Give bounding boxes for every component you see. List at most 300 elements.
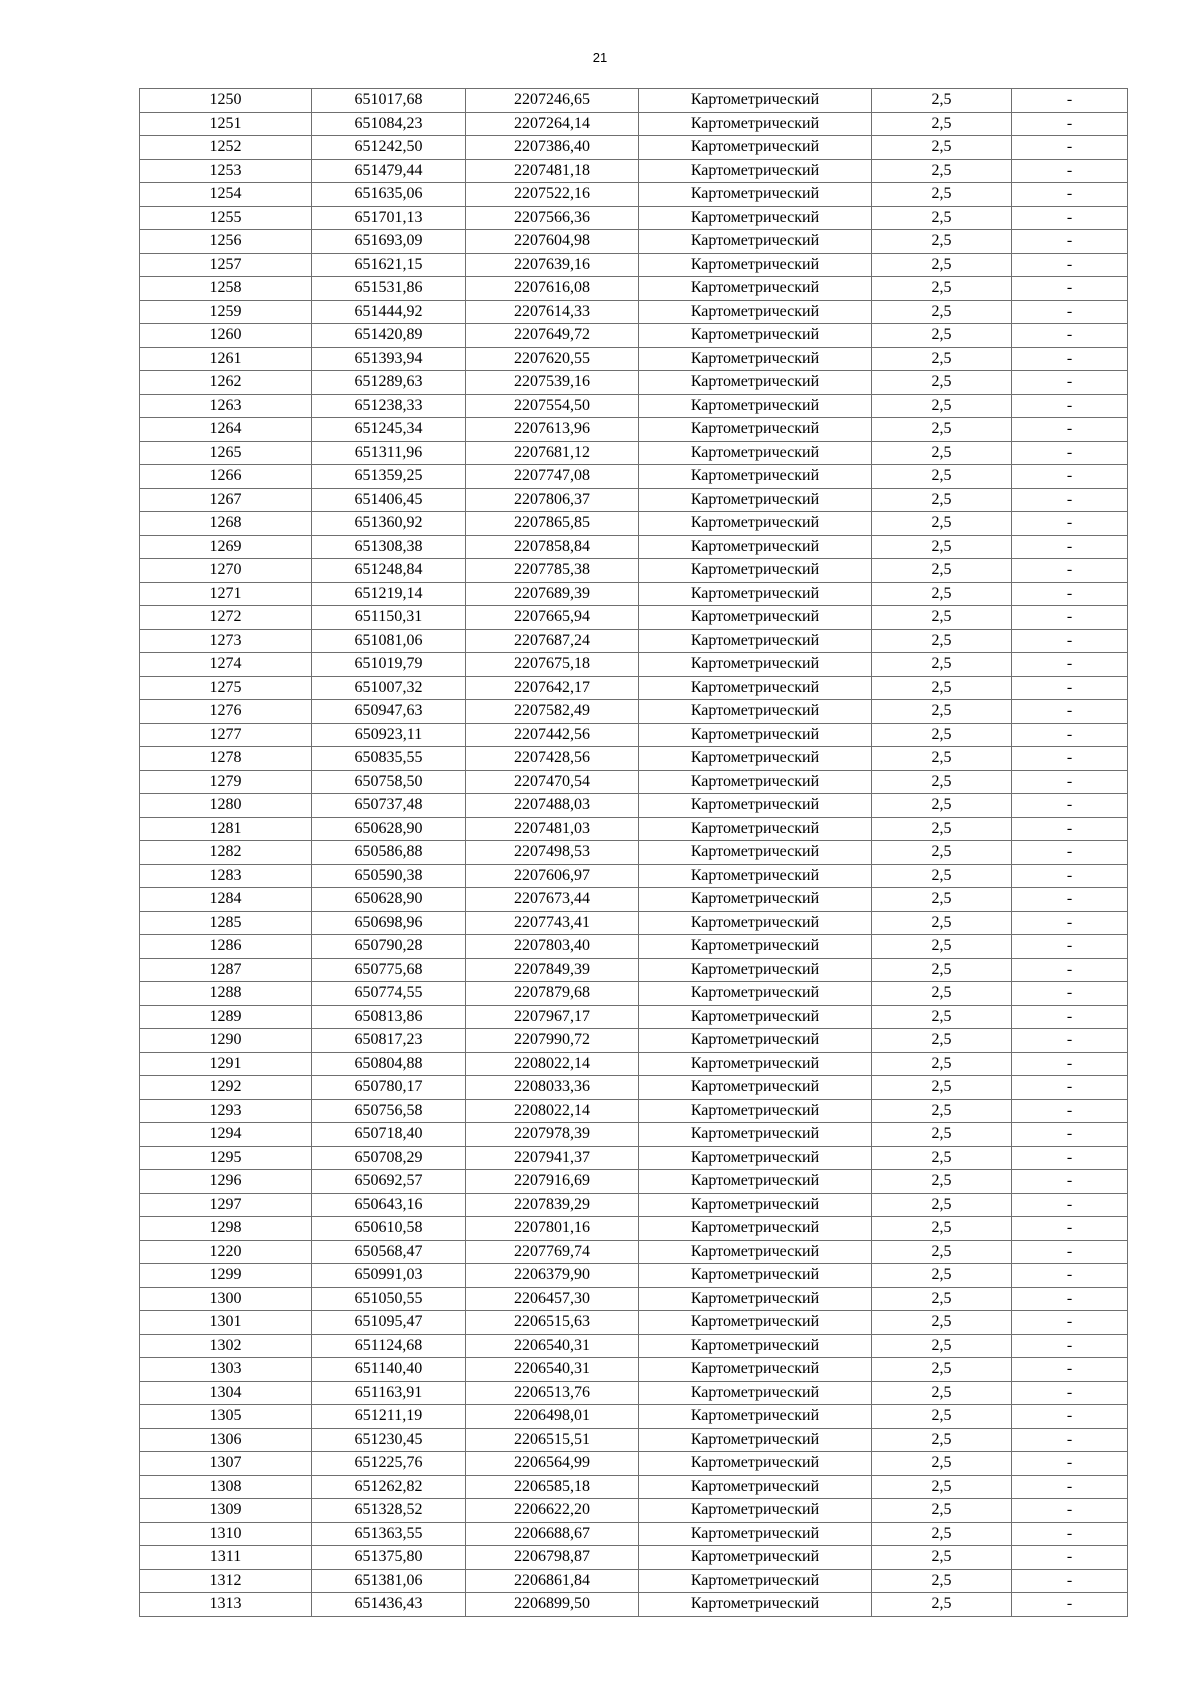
point-number-cell: 1297 bbox=[140, 1193, 312, 1217]
table-row bbox=[140, 1099, 1128, 1123]
table-row bbox=[140, 112, 1128, 136]
method-cell: Картометрический bbox=[639, 747, 872, 771]
point-number-cell: 1269 bbox=[140, 535, 312, 559]
accuracy-cell: 2,5 bbox=[872, 935, 1012, 959]
method-cell: Картометрический bbox=[639, 112, 872, 136]
point-number-cell: 1300 bbox=[140, 1287, 312, 1311]
note-cell: - bbox=[1012, 394, 1128, 418]
y-coordinate-cell: 2207614,33 bbox=[466, 300, 639, 324]
method-cell: Картометрический bbox=[639, 1405, 872, 1429]
method-cell: Картометрический bbox=[639, 1381, 872, 1405]
method-cell: Картометрический bbox=[639, 253, 872, 277]
method-cell: Картометрический bbox=[639, 888, 872, 912]
accuracy-cell: 2,5 bbox=[872, 230, 1012, 254]
y-coordinate-cell: 2206585,18 bbox=[466, 1475, 639, 1499]
note-cell: - bbox=[1012, 206, 1128, 230]
table-row bbox=[140, 1499, 1128, 1523]
table-row bbox=[140, 582, 1128, 606]
x-coordinate-cell: 650610,58 bbox=[312, 1217, 466, 1241]
y-coordinate-cell: 2207522,16 bbox=[466, 183, 639, 207]
x-coordinate-cell: 651693,09 bbox=[312, 230, 466, 254]
table-row bbox=[140, 300, 1128, 324]
table-row bbox=[140, 1569, 1128, 1593]
x-coordinate-cell: 650790,28 bbox=[312, 935, 466, 959]
note-cell: - bbox=[1012, 770, 1128, 794]
accuracy-cell: 2,5 bbox=[872, 841, 1012, 865]
method-cell: Картометрический bbox=[639, 1170, 872, 1194]
point-number-cell: 1287 bbox=[140, 958, 312, 982]
method-cell: Картометрический bbox=[639, 1593, 872, 1617]
method-cell: Картометрический bbox=[639, 1428, 872, 1452]
method-cell: Картометрический bbox=[639, 935, 872, 959]
note-cell: - bbox=[1012, 935, 1128, 959]
accuracy-cell: 2,5 bbox=[872, 535, 1012, 559]
x-coordinate-cell: 650737,48 bbox=[312, 794, 466, 818]
x-coordinate-cell: 650698,96 bbox=[312, 911, 466, 935]
x-coordinate-cell: 650923,11 bbox=[312, 723, 466, 747]
note-cell: - bbox=[1012, 958, 1128, 982]
x-coordinate-cell: 651436,43 bbox=[312, 1593, 466, 1617]
accuracy-cell: 2,5 bbox=[872, 136, 1012, 160]
table-row bbox=[140, 1428, 1128, 1452]
point-number-cell: 1266 bbox=[140, 465, 312, 489]
accuracy-cell: 2,5 bbox=[872, 958, 1012, 982]
note-cell: - bbox=[1012, 159, 1128, 183]
table-row bbox=[140, 700, 1128, 724]
table-row bbox=[140, 935, 1128, 959]
point-number-cell: 1290 bbox=[140, 1029, 312, 1053]
y-coordinate-cell: 2206798,87 bbox=[466, 1546, 639, 1570]
table-row bbox=[140, 418, 1128, 442]
x-coordinate-cell: 651406,45 bbox=[312, 488, 466, 512]
note-cell: - bbox=[1012, 723, 1128, 747]
accuracy-cell: 2,5 bbox=[872, 441, 1012, 465]
x-coordinate-cell: 651363,55 bbox=[312, 1522, 466, 1546]
method-cell: Картометрический bbox=[639, 1264, 872, 1288]
note-cell: - bbox=[1012, 1593, 1128, 1617]
table-row bbox=[140, 958, 1128, 982]
point-number-cell: 1311 bbox=[140, 1546, 312, 1570]
note-cell: - bbox=[1012, 1029, 1128, 1053]
point-number-cell: 1308 bbox=[140, 1475, 312, 1499]
table-row bbox=[140, 89, 1128, 113]
note-cell: - bbox=[1012, 1546, 1128, 1570]
note-cell: - bbox=[1012, 1217, 1128, 1241]
point-number-cell: 1256 bbox=[140, 230, 312, 254]
point-number-cell: 1261 bbox=[140, 347, 312, 371]
table-row bbox=[140, 488, 1128, 512]
x-coordinate-cell: 651262,82 bbox=[312, 1475, 466, 1499]
accuracy-cell: 2,5 bbox=[872, 1123, 1012, 1147]
point-number-cell: 1306 bbox=[140, 1428, 312, 1452]
point-number-cell: 1309 bbox=[140, 1499, 312, 1523]
accuracy-cell: 2,5 bbox=[872, 1005, 1012, 1029]
accuracy-cell: 2,5 bbox=[872, 1217, 1012, 1241]
y-coordinate-cell: 2206899,50 bbox=[466, 1593, 639, 1617]
x-coordinate-cell: 651420,89 bbox=[312, 324, 466, 348]
note-cell: - bbox=[1012, 1264, 1128, 1288]
point-number-cell: 1277 bbox=[140, 723, 312, 747]
table-row bbox=[140, 1146, 1128, 1170]
method-cell: Картометрический bbox=[639, 582, 872, 606]
accuracy-cell: 2,5 bbox=[872, 112, 1012, 136]
x-coordinate-cell: 651124,68 bbox=[312, 1334, 466, 1358]
y-coordinate-cell: 2207689,39 bbox=[466, 582, 639, 606]
y-coordinate-cell: 2207616,08 bbox=[466, 277, 639, 301]
table-row bbox=[140, 465, 1128, 489]
point-number-cell: 1250 bbox=[140, 89, 312, 113]
table-row bbox=[140, 1123, 1128, 1147]
accuracy-cell: 2,5 bbox=[872, 347, 1012, 371]
table-row bbox=[140, 676, 1128, 700]
method-cell: Картометрический bbox=[639, 512, 872, 536]
y-coordinate-cell: 2206498,01 bbox=[466, 1405, 639, 1429]
note-cell: - bbox=[1012, 1358, 1128, 1382]
table-row bbox=[140, 794, 1128, 818]
point-number-cell: 1278 bbox=[140, 747, 312, 771]
coordinates-table-body bbox=[140, 89, 1128, 1617]
note-cell: - bbox=[1012, 347, 1128, 371]
table-row bbox=[140, 747, 1128, 771]
accuracy-cell: 2,5 bbox=[872, 1428, 1012, 1452]
note-cell: - bbox=[1012, 653, 1128, 677]
accuracy-cell: 2,5 bbox=[872, 888, 1012, 912]
x-coordinate-cell: 651225,76 bbox=[312, 1452, 466, 1476]
x-coordinate-cell: 651150,31 bbox=[312, 606, 466, 630]
point-number-cell: 1302 bbox=[140, 1334, 312, 1358]
point-number-cell: 1294 bbox=[140, 1123, 312, 1147]
y-coordinate-cell: 2207642,17 bbox=[466, 676, 639, 700]
accuracy-cell: 2,5 bbox=[872, 1405, 1012, 1429]
note-cell: - bbox=[1012, 1452, 1128, 1476]
point-number-cell: 1304 bbox=[140, 1381, 312, 1405]
y-coordinate-cell: 2206564,99 bbox=[466, 1452, 639, 1476]
method-cell: Картометрический bbox=[639, 1358, 872, 1382]
y-coordinate-cell: 2207978,39 bbox=[466, 1123, 639, 1147]
table-row bbox=[140, 559, 1128, 583]
y-coordinate-cell: 2206861,84 bbox=[466, 1569, 639, 1593]
accuracy-cell: 2,5 bbox=[872, 559, 1012, 583]
table-row bbox=[140, 1264, 1128, 1288]
y-coordinate-cell: 2207803,40 bbox=[466, 935, 639, 959]
note-cell: - bbox=[1012, 982, 1128, 1006]
method-cell: Картометрический bbox=[639, 465, 872, 489]
x-coordinate-cell: 651081,06 bbox=[312, 629, 466, 653]
y-coordinate-cell: 2207990,72 bbox=[466, 1029, 639, 1053]
x-coordinate-cell: 651163,91 bbox=[312, 1381, 466, 1405]
x-coordinate-cell: 651289,63 bbox=[312, 371, 466, 395]
table-row bbox=[140, 512, 1128, 536]
point-number-cell: 1303 bbox=[140, 1358, 312, 1382]
x-coordinate-cell: 650628,90 bbox=[312, 817, 466, 841]
table-row bbox=[140, 1005, 1128, 1029]
point-number-cell: 1312 bbox=[140, 1569, 312, 1593]
note-cell: - bbox=[1012, 277, 1128, 301]
x-coordinate-cell: 651019,79 bbox=[312, 653, 466, 677]
x-coordinate-cell: 651359,25 bbox=[312, 465, 466, 489]
table-row bbox=[140, 606, 1128, 630]
y-coordinate-cell: 2206513,76 bbox=[466, 1381, 639, 1405]
point-number-cell: 1252 bbox=[140, 136, 312, 160]
x-coordinate-cell: 650804,88 bbox=[312, 1052, 466, 1076]
point-number-cell: 1298 bbox=[140, 1217, 312, 1241]
x-coordinate-cell: 650756,58 bbox=[312, 1099, 466, 1123]
x-coordinate-cell: 651219,14 bbox=[312, 582, 466, 606]
y-coordinate-cell: 2206515,51 bbox=[466, 1428, 639, 1452]
table-row bbox=[140, 206, 1128, 230]
method-cell: Картометрический bbox=[639, 559, 872, 583]
point-number-cell: 1220 bbox=[140, 1240, 312, 1264]
x-coordinate-cell: 651095,47 bbox=[312, 1311, 466, 1335]
y-coordinate-cell: 2207687,24 bbox=[466, 629, 639, 653]
method-cell: Картометрический bbox=[639, 1311, 872, 1335]
point-number-cell: 1295 bbox=[140, 1146, 312, 1170]
method-cell: Картометрический bbox=[639, 394, 872, 418]
table-row bbox=[140, 1452, 1128, 1476]
y-coordinate-cell: 2207865,85 bbox=[466, 512, 639, 536]
y-coordinate-cell: 2207613,96 bbox=[466, 418, 639, 442]
point-number-cell: 1257 bbox=[140, 253, 312, 277]
table-row bbox=[140, 1475, 1128, 1499]
accuracy-cell: 2,5 bbox=[872, 770, 1012, 794]
note-cell: - bbox=[1012, 465, 1128, 489]
accuracy-cell: 2,5 bbox=[872, 1593, 1012, 1617]
note-cell: - bbox=[1012, 371, 1128, 395]
method-cell: Картометрический bbox=[639, 183, 872, 207]
table-row bbox=[140, 159, 1128, 183]
accuracy-cell: 2,5 bbox=[872, 1146, 1012, 1170]
note-cell: - bbox=[1012, 230, 1128, 254]
x-coordinate-cell: 651245,34 bbox=[312, 418, 466, 442]
point-number-cell: 1283 bbox=[140, 864, 312, 888]
note-cell: - bbox=[1012, 183, 1128, 207]
x-coordinate-cell: 650568,47 bbox=[312, 1240, 466, 1264]
accuracy-cell: 2,5 bbox=[872, 1311, 1012, 1335]
accuracy-cell: 2,5 bbox=[872, 1546, 1012, 1570]
y-coordinate-cell: 2207566,36 bbox=[466, 206, 639, 230]
note-cell: - bbox=[1012, 1522, 1128, 1546]
y-coordinate-cell: 2207849,39 bbox=[466, 958, 639, 982]
y-coordinate-cell: 2207649,72 bbox=[466, 324, 639, 348]
point-number-cell: 1284 bbox=[140, 888, 312, 912]
point-number-cell: 1282 bbox=[140, 841, 312, 865]
method-cell: Картометрический bbox=[639, 159, 872, 183]
y-coordinate-cell: 2207681,12 bbox=[466, 441, 639, 465]
accuracy-cell: 2,5 bbox=[872, 1076, 1012, 1100]
x-coordinate-cell: 651479,44 bbox=[312, 159, 466, 183]
accuracy-cell: 2,5 bbox=[872, 817, 1012, 841]
table-row bbox=[140, 629, 1128, 653]
y-coordinate-cell: 2207785,38 bbox=[466, 559, 639, 583]
table-row bbox=[140, 1405, 1128, 1429]
table-row bbox=[140, 653, 1128, 677]
y-coordinate-cell: 2206688,67 bbox=[466, 1522, 639, 1546]
point-number-cell: 1265 bbox=[140, 441, 312, 465]
accuracy-cell: 2,5 bbox=[872, 1475, 1012, 1499]
method-cell: Картометрический bbox=[639, 1569, 872, 1593]
x-coordinate-cell: 650708,29 bbox=[312, 1146, 466, 1170]
y-coordinate-cell: 2206622,20 bbox=[466, 1499, 639, 1523]
note-cell: - bbox=[1012, 817, 1128, 841]
note-cell: - bbox=[1012, 112, 1128, 136]
y-coordinate-cell: 2206379,90 bbox=[466, 1264, 639, 1288]
method-cell: Картометрический bbox=[639, 206, 872, 230]
point-number-cell: 1264 bbox=[140, 418, 312, 442]
table-row bbox=[140, 230, 1128, 254]
y-coordinate-cell: 2207743,41 bbox=[466, 911, 639, 935]
table-row bbox=[140, 441, 1128, 465]
method-cell: Картометрический bbox=[639, 89, 872, 113]
table-row bbox=[140, 723, 1128, 747]
point-number-cell: 1310 bbox=[140, 1522, 312, 1546]
y-coordinate-cell: 2206515,63 bbox=[466, 1311, 639, 1335]
point-number-cell: 1251 bbox=[140, 112, 312, 136]
point-number-cell: 1255 bbox=[140, 206, 312, 230]
note-cell: - bbox=[1012, 747, 1128, 771]
y-coordinate-cell: 2207442,56 bbox=[466, 723, 639, 747]
x-coordinate-cell: 651242,50 bbox=[312, 136, 466, 160]
accuracy-cell: 2,5 bbox=[872, 1193, 1012, 1217]
point-number-cell: 1288 bbox=[140, 982, 312, 1006]
y-coordinate-cell: 2207582,49 bbox=[466, 700, 639, 724]
table-row bbox=[140, 770, 1128, 794]
x-coordinate-cell: 651238,33 bbox=[312, 394, 466, 418]
accuracy-cell: 2,5 bbox=[872, 794, 1012, 818]
x-coordinate-cell: 651311,96 bbox=[312, 441, 466, 465]
point-number-cell: 1296 bbox=[140, 1170, 312, 1194]
accuracy-cell: 2,5 bbox=[872, 371, 1012, 395]
x-coordinate-cell: 651393,94 bbox=[312, 347, 466, 371]
note-cell: - bbox=[1012, 676, 1128, 700]
table-row bbox=[140, 1358, 1128, 1382]
point-number-cell: 1258 bbox=[140, 277, 312, 301]
method-cell: Картометрический bbox=[639, 1146, 872, 1170]
x-coordinate-cell: 651360,92 bbox=[312, 512, 466, 536]
note-cell: - bbox=[1012, 300, 1128, 324]
x-coordinate-cell: 650835,55 bbox=[312, 747, 466, 771]
y-coordinate-cell: 2206540,31 bbox=[466, 1334, 639, 1358]
y-coordinate-cell: 2207606,97 bbox=[466, 864, 639, 888]
method-cell: Картометрический bbox=[639, 1217, 872, 1241]
y-coordinate-cell: 2207673,44 bbox=[466, 888, 639, 912]
method-cell: Картометрический bbox=[639, 347, 872, 371]
y-coordinate-cell: 2207498,53 bbox=[466, 841, 639, 865]
table-row bbox=[140, 253, 1128, 277]
accuracy-cell: 2,5 bbox=[872, 183, 1012, 207]
y-coordinate-cell: 2207747,08 bbox=[466, 465, 639, 489]
method-cell: Картометрический bbox=[639, 371, 872, 395]
note-cell: - bbox=[1012, 629, 1128, 653]
accuracy-cell: 2,5 bbox=[872, 512, 1012, 536]
table-row bbox=[140, 1170, 1128, 1194]
note-cell: - bbox=[1012, 441, 1128, 465]
accuracy-cell: 2,5 bbox=[872, 676, 1012, 700]
y-coordinate-cell: 2207604,98 bbox=[466, 230, 639, 254]
accuracy-cell: 2,5 bbox=[872, 465, 1012, 489]
note-cell: - bbox=[1012, 559, 1128, 583]
x-coordinate-cell: 650774,55 bbox=[312, 982, 466, 1006]
method-cell: Картометрический bbox=[639, 535, 872, 559]
note-cell: - bbox=[1012, 1240, 1128, 1264]
accuracy-cell: 2,5 bbox=[872, 418, 1012, 442]
table-row bbox=[140, 841, 1128, 865]
table-row bbox=[140, 371, 1128, 395]
note-cell: - bbox=[1012, 888, 1128, 912]
x-coordinate-cell: 651444,92 bbox=[312, 300, 466, 324]
table-row bbox=[140, 1240, 1128, 1264]
point-number-cell: 1259 bbox=[140, 300, 312, 324]
method-cell: Картометрический bbox=[639, 441, 872, 465]
note-cell: - bbox=[1012, 1193, 1128, 1217]
method-cell: Картометрический bbox=[639, 864, 872, 888]
accuracy-cell: 2,5 bbox=[872, 606, 1012, 630]
accuracy-cell: 2,5 bbox=[872, 1264, 1012, 1288]
method-cell: Картометрический bbox=[639, 794, 872, 818]
table-row bbox=[140, 347, 1128, 371]
point-number-cell: 1267 bbox=[140, 488, 312, 512]
point-number-cell: 1293 bbox=[140, 1099, 312, 1123]
y-coordinate-cell: 2207769,74 bbox=[466, 1240, 639, 1264]
accuracy-cell: 2,5 bbox=[872, 1170, 1012, 1194]
method-cell: Картометрический bbox=[639, 1522, 872, 1546]
table-row bbox=[140, 277, 1128, 301]
y-coordinate-cell: 2207264,14 bbox=[466, 112, 639, 136]
point-number-cell: 1280 bbox=[140, 794, 312, 818]
method-cell: Картометрический bbox=[639, 1099, 872, 1123]
method-cell: Картометрический bbox=[639, 1123, 872, 1147]
method-cell: Картометрический bbox=[639, 277, 872, 301]
table-row bbox=[140, 864, 1128, 888]
method-cell: Картометрический bbox=[639, 1076, 872, 1100]
x-coordinate-cell: 650718,40 bbox=[312, 1123, 466, 1147]
method-cell: Картометрический bbox=[639, 1052, 872, 1076]
accuracy-cell: 2,5 bbox=[872, 253, 1012, 277]
note-cell: - bbox=[1012, 841, 1128, 865]
point-number-cell: 1313 bbox=[140, 1593, 312, 1617]
point-number-cell: 1285 bbox=[140, 911, 312, 935]
method-cell: Картометрический bbox=[639, 700, 872, 724]
method-cell: Картометрический bbox=[639, 1240, 872, 1264]
page-number: 21 bbox=[592, 50, 608, 65]
accuracy-cell: 2,5 bbox=[872, 394, 1012, 418]
x-coordinate-cell: 650643,16 bbox=[312, 1193, 466, 1217]
method-cell: Картометрический bbox=[639, 676, 872, 700]
note-cell: - bbox=[1012, 864, 1128, 888]
point-number-cell: 1272 bbox=[140, 606, 312, 630]
method-cell: Картометрический bbox=[639, 1452, 872, 1476]
table-row bbox=[140, 1311, 1128, 1335]
y-coordinate-cell: 2207470,54 bbox=[466, 770, 639, 794]
y-coordinate-cell: 2207806,37 bbox=[466, 488, 639, 512]
y-coordinate-cell: 2207858,84 bbox=[466, 535, 639, 559]
table-row bbox=[140, 535, 1128, 559]
table-row bbox=[140, 911, 1128, 935]
x-coordinate-cell: 651328,52 bbox=[312, 1499, 466, 1523]
table-row bbox=[140, 1334, 1128, 1358]
point-number-cell: 1253 bbox=[140, 159, 312, 183]
note-cell: - bbox=[1012, 1381, 1128, 1405]
note-cell: - bbox=[1012, 1076, 1128, 1100]
note-cell: - bbox=[1012, 1569, 1128, 1593]
method-cell: Картометрический bbox=[639, 1287, 872, 1311]
note-cell: - bbox=[1012, 1052, 1128, 1076]
table-row bbox=[140, 1593, 1128, 1617]
note-cell: - bbox=[1012, 136, 1128, 160]
point-number-cell: 1305 bbox=[140, 1405, 312, 1429]
y-coordinate-cell: 2206457,30 bbox=[466, 1287, 639, 1311]
x-coordinate-cell: 651007,32 bbox=[312, 676, 466, 700]
x-coordinate-cell: 650947,63 bbox=[312, 700, 466, 724]
